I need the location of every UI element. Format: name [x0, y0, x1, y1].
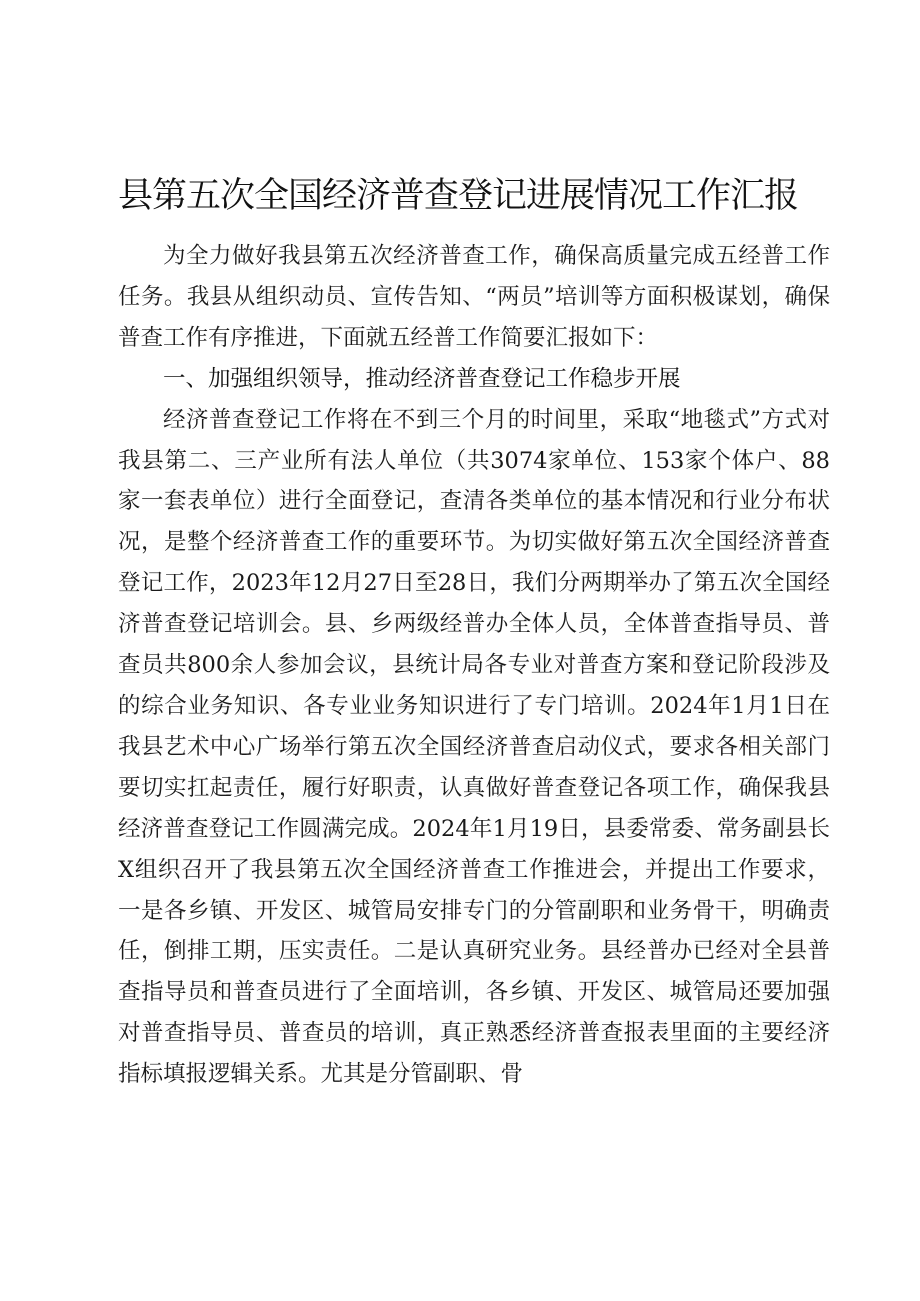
document-body	[118, 196, 830, 1095]
document-title: 县第五次全国经济普查登记进展情况工作汇报	[118, 176, 799, 216]
intro-paragraph: 为全力做好我县第五次经济普查工作，确保高质量完成五经普工作任务。我县从组织动员、宣传告知、“两员”培训等方面积极谋划，确保普查工作有序推进，下面就五经普工作简要汇报如下：	[118, 243, 830, 351]
section-paragraph: 经济普查登记工作将在不到三个月的时间里，采取“地毯式”方式对我县第二、三产业所有法人单位（共3074家单位、153家个体户、88家一套表单位）进行全面登记，查清各类单位的基本情况和行业分布状况，是整个经济普查工作的重要环节。为切实做好第五次全国经济普查登记工作，2023年12月27日至28日，我们分两期举办了第五次全国经济普查登记培训会。县、乡两级经普办全体人员，全体普查指导员、普查员共800余人参加会议，县统计局各专业对普查方案和登记阶段涉及的综合业务知识、各专业业务知识进行了专门培训。2024年1月1日在我县艺术中心广场举行第五次全国经济普查启动仪式，要求各相关部门要切实扛起责任，履行好职责，认真做好普查登记各项工作，确保我县经济普查登记工作圆满完成。2024年1月19日，县委常委、常务副县长X组织召开了我县第五次全国经济普查工作推进会，并提出工作要求，一是各乡镇、开发区、城管局安排专门的分管副职和业务骨干，明确责任，倒排工期，压实责任。二是认真研究业务。县经普办已经对全县普查指导员和普查员进行了全面培训，各乡镇、开发区、城管局还要加强对普查指导员、普查员的培训，真正熟悉经济普查报表里面的主要经济指标填报逻辑关系。尤其是分管副职、骨	[118, 406, 830, 1088]
section-heading: 一、加强组织领导，推动经济普查登记工作稳步开展	[163, 365, 681, 392]
